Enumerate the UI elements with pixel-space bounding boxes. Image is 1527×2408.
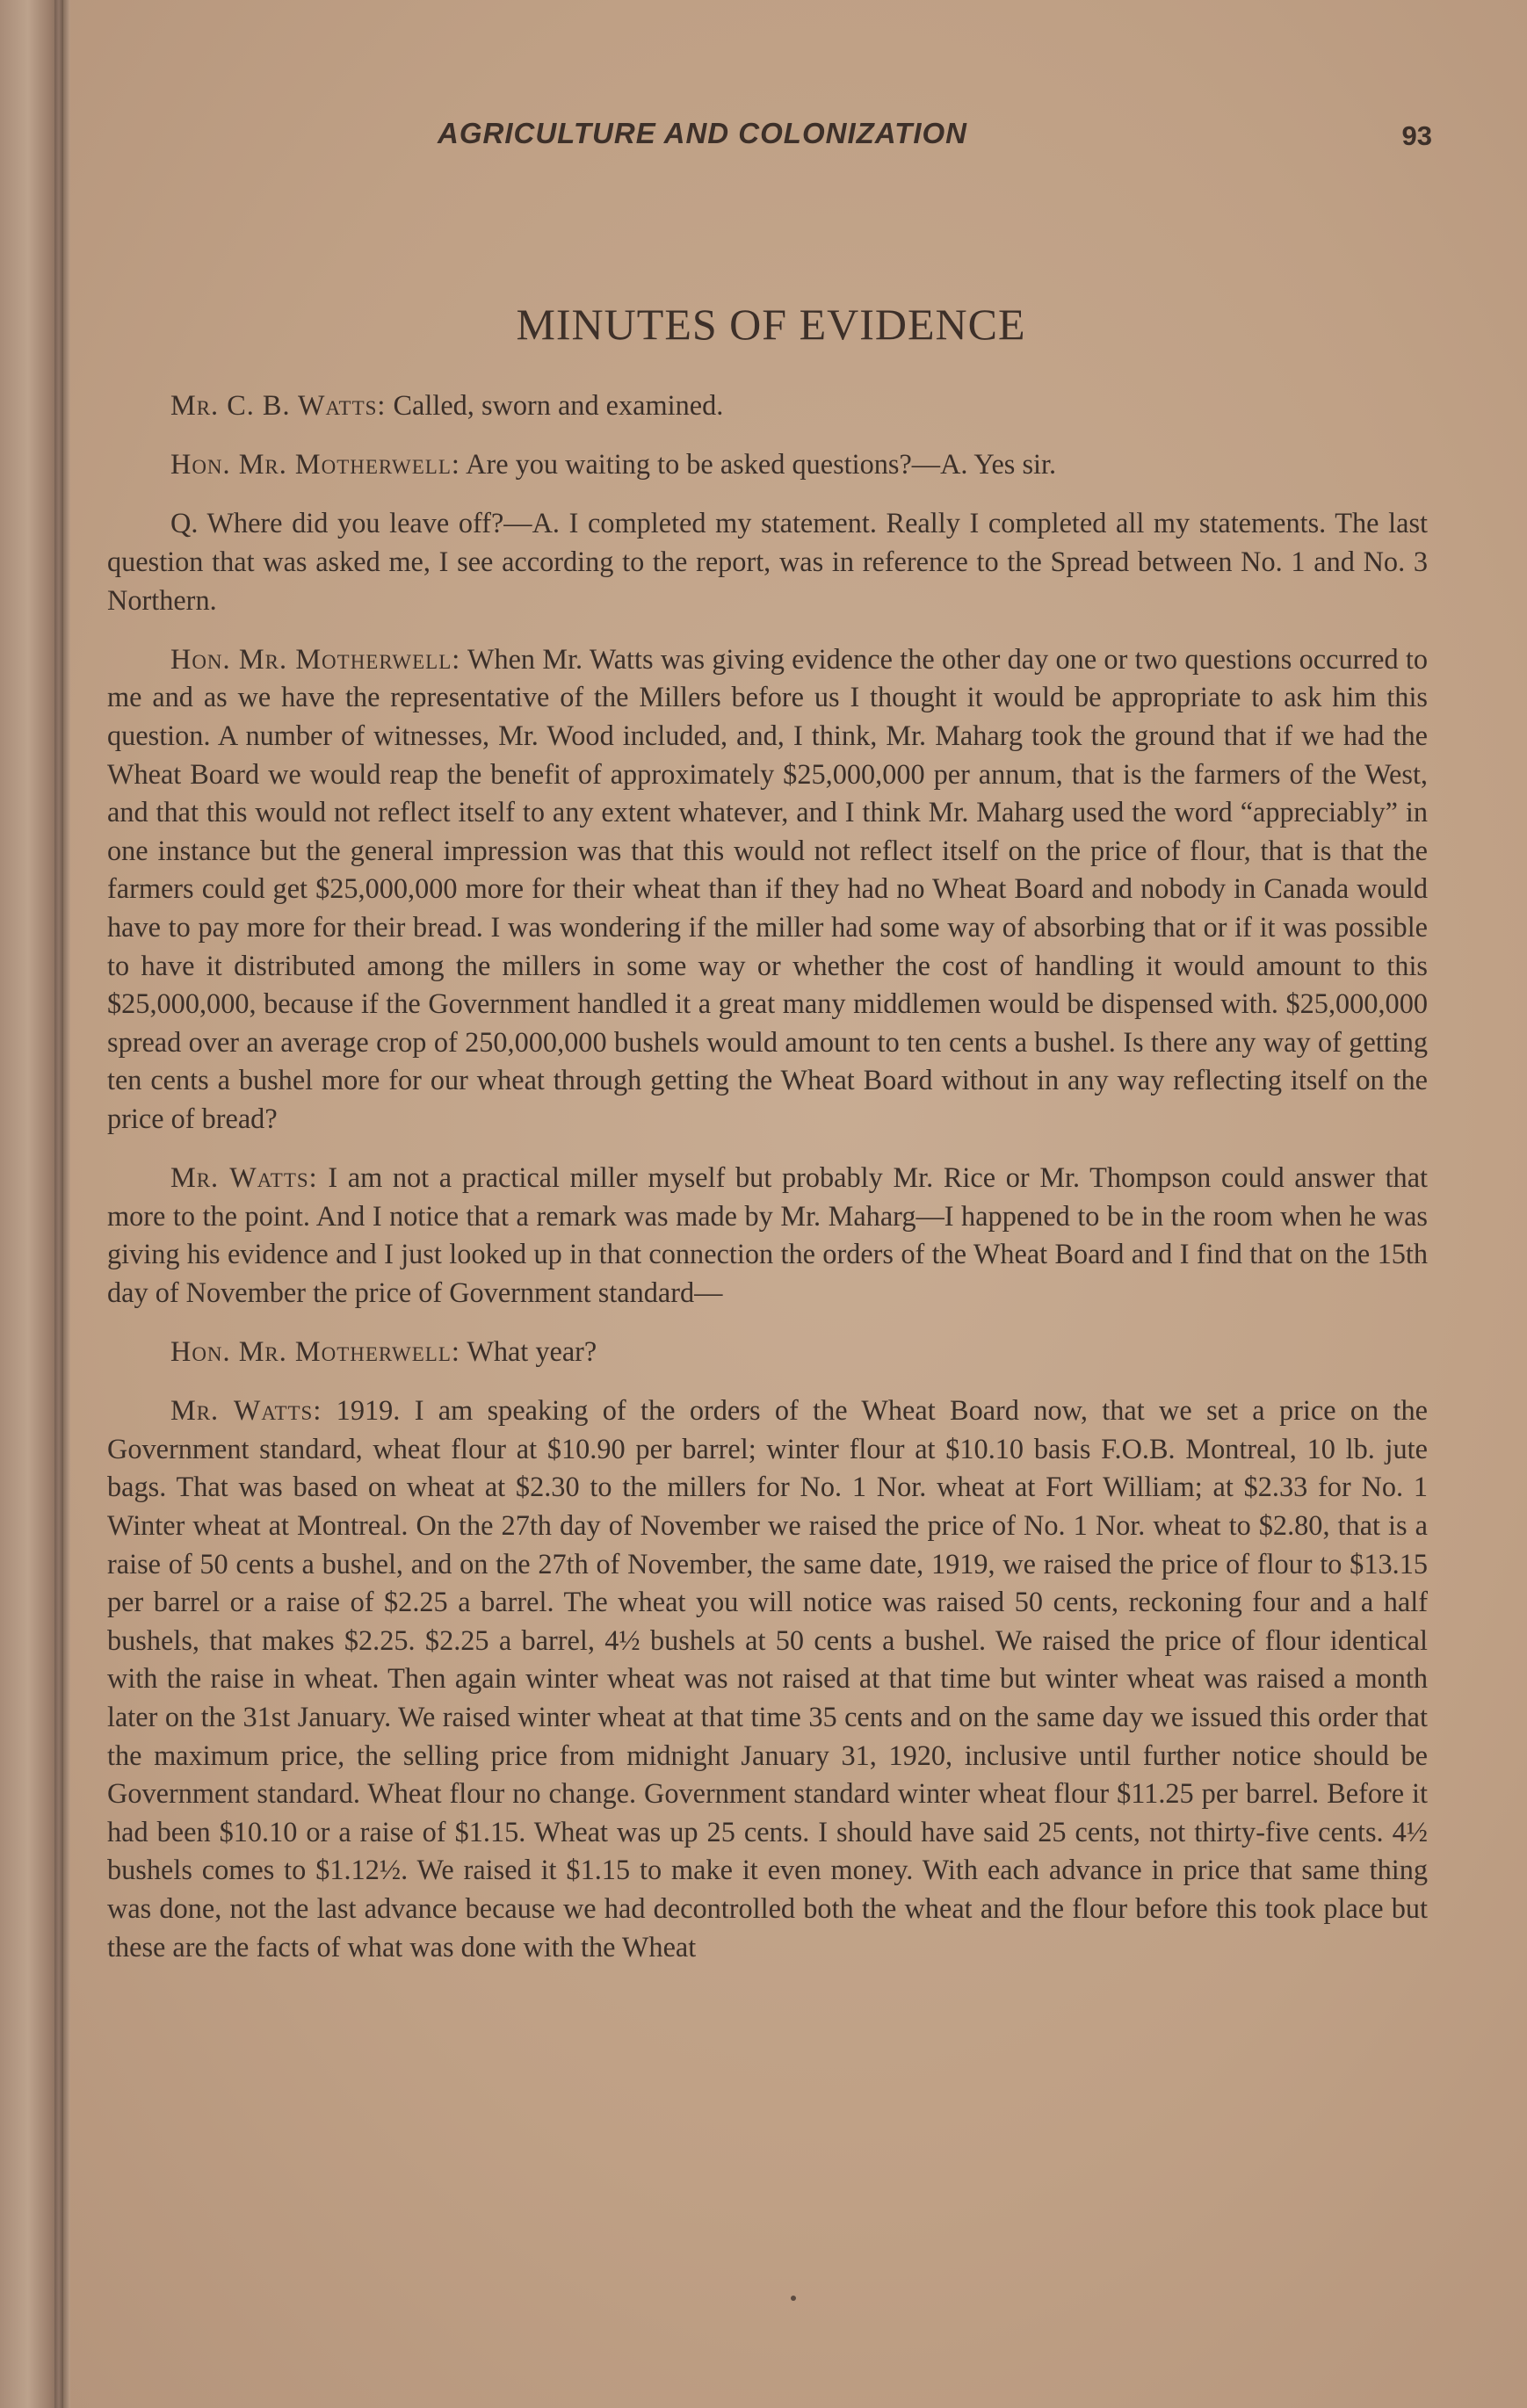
gutter-shadow — [54, 0, 63, 2408]
paragraph — [107, 387, 1428, 425]
paragraph — [107, 504, 1428, 619]
section-heading: MINUTES OF EVIDENCE — [516, 300, 1026, 349]
paragraph-text: I am not a practical miller myself but probably Mr. Rice or Mr. Thompson could answer that more to the point. And I notice that a remark was made by Mr. Maharg—I happened to be in the room when he was giving his evidence and I just looked up in that connection the orders of the Wheat Board and I find that on the 15th day of November the price of Government standard— — [107, 1161, 1428, 1308]
paragraph — [107, 1333, 1428, 1371]
paragraph-text: Q. Where did you leave off?—A. I completed my statement. Really I completed all my statements. The last question that was asked me, I see according to the report, was in reference to the Spread between No. 1 and No. 3 Northern. — [107, 507, 1428, 616]
paragraph-text: What year? — [460, 1335, 597, 1368]
running-title: AGRICULTURE AND COLONIZATION — [438, 117, 968, 149]
speaker: Hon. Mr. Motherwell: — [170, 642, 461, 675]
paragraph — [107, 640, 1428, 1139]
speaker: Hon. Mr. Motherwell: — [170, 1335, 460, 1368]
paragraph — [107, 445, 1428, 484]
paragraph-text: Are you waiting to be asked questions?—A. Yes sir. — [460, 448, 1057, 481]
speaker: Hon. Mr. Motherwell: — [170, 448, 460, 481]
paragraph-text: 1919. I am speaking of the orders of the Wheat Board now, that we set a price on the Government standard, wheat flour at $10.90 per barrel; winter flour at $10.10 basis F.O.B. Montreal, 10 lb. jute bags. That was based on wheat at $2.30 to the millers for No. 1 Nor. wheat at Fort William; at $2.33 for No. 1 Winter wheat at Montreal. On the 27th day of November we raised the price of No. 1 Nor. wheat to $2.80, that is a raise of 50 cents a bushel, and on the 27th of November, the same date, 1919, we raised the price of flour to $13.15 per barrel or a raise of $2.25 a barrel. The wheat you will notice was raised 50 cents, reckoning four and a half bushels, that makes $2.25. $2.25 a barrel, 4½ bushels at 50 cents a bushel. We raised the price of flour identical with the raise in wheat. Then again winter wheat was not raised at that time but winter wheat was raised a month later on the 31st January. We raised winter wheat at that time 35 cents and on the same day we issued this order that the maximum price, the selling price from midnight January 31, 1920, inclusive until further notice should be Government standard. Wheat flour no change. Government standard winter wheat flour $11.25 per barrel. Before it had been $10.10 or a raise of $1.15. Wheat was up 25 cents. I should have said 25 cents, not thirty-five cents. 4½ bushels comes to $1.12½. We raised it $1.15 to make it even money. With each advance in price that same thing was done, not the last advance because we had decontrolled both the wheat and the flour before this took place but these are the facts of what was done with the Wheat — [107, 1394, 1428, 1963]
speaker: Mr. Watts: — [170, 1394, 322, 1427]
paragraph-text: Called, sworn and examined. — [386, 389, 724, 421]
ink-mark — [791, 2296, 796, 2301]
speaker: Mr. C. B. Watts: — [170, 389, 387, 421]
paragraph — [107, 1392, 1428, 1966]
paragraph-text: When Mr. Watts was giving evidence the other day one or two questions occurred to me and as we have the representative of the Millers before us I thought it would be appropriate to ask him this question. A number of witnesses, Mr. Wood included, and, I think, Mr. Maharg took the ground that if we had the Wheat Board we would reap the benefit of approximately $25,000,000 per annum, that is the farmers of the West, and that this would not reflect itself to any extent whatever, and I think Mr. Maharg used the word “appreciably” in one instance but the general impression was that this would not reflect itself on the price of flour, that is that the farmers could get $25,000,000 more for their wheat than if they had no Wheat Board and nobody in Canada would have to pay more for their bread. I was wondering if the miller had some way of absorbing that or if it was possible to have it distributed among the millers in some way or whether the cost of handling it would amount to this $25,000,000, because if the Government handled it a great many middlemen would be dispensed with. $25,000,000 spread over an average crop of 250,000,000 bushels would amount to ten cents a bushel. Is there any way of getting ten cents a bushel more for our wheat through getting the Wheat Board without in any way reflecting itself on the price of bread? — [107, 642, 1429, 1134]
page-number: 93 — [1401, 120, 1432, 151]
speaker: Mr. Watts: — [170, 1161, 318, 1194]
paragraph — [107, 1159, 1428, 1312]
body-text — [107, 387, 1428, 1987]
running-head — [105, 117, 1432, 161]
